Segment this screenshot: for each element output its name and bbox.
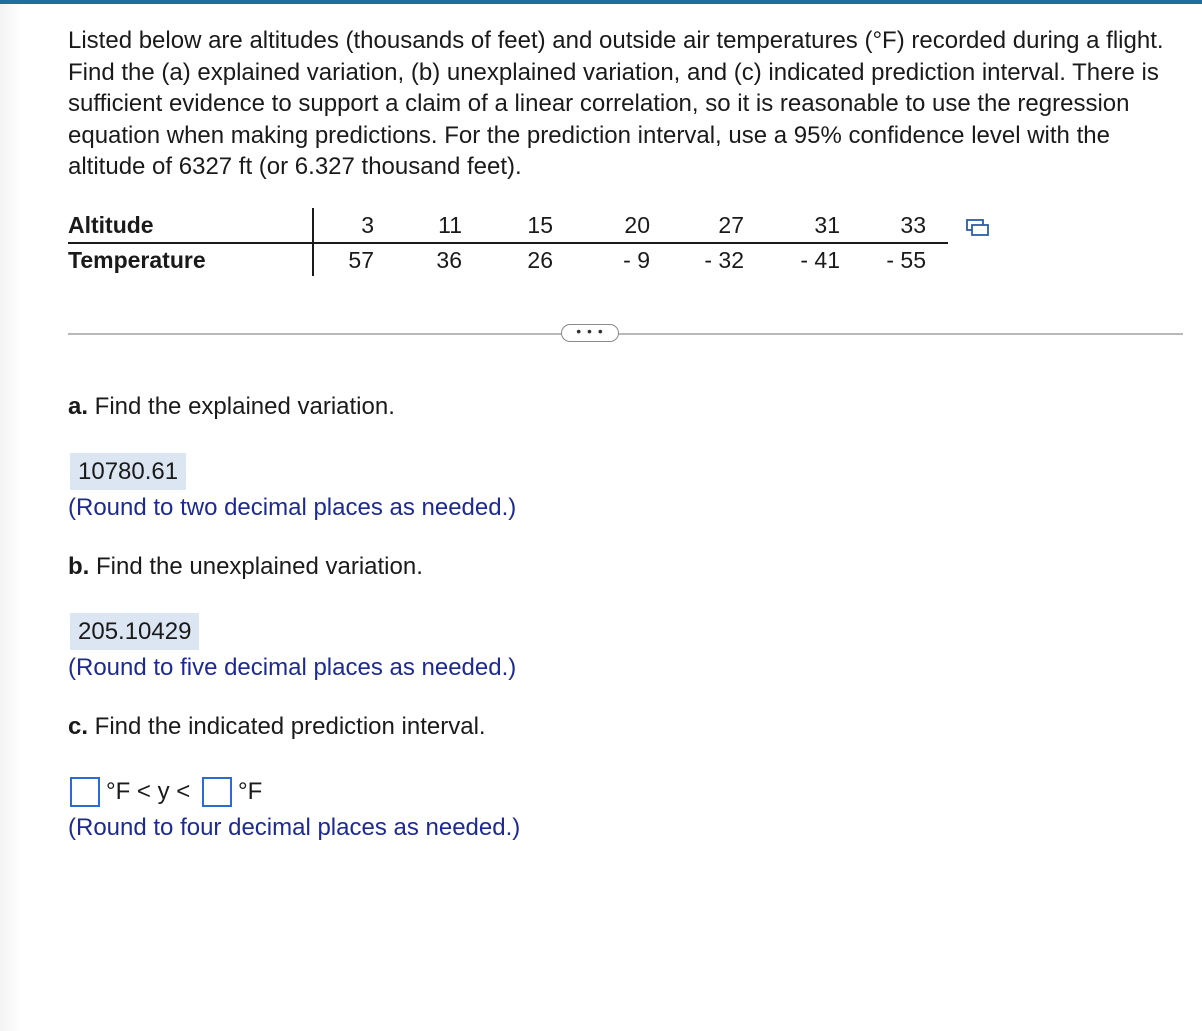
altitude-cell: 3 xyxy=(361,212,374,238)
copy-data-icon[interactable] xyxy=(966,218,990,238)
altitude-cell: 15 xyxy=(527,212,553,238)
altitude-cell: 20 xyxy=(624,212,650,238)
part-c-hint: (Round to four decimal places as needed.) xyxy=(68,814,521,841)
top-accent-bar xyxy=(0,0,1202,4)
temperature-cell: - 41 xyxy=(800,247,840,273)
interval-lower-input[interactable] xyxy=(70,777,100,807)
part-b-letter: b. xyxy=(68,553,90,580)
altitude-cell: 31 xyxy=(814,212,840,238)
part-b-text: Find the unexplained variation. xyxy=(89,553,423,580)
expand-more-button[interactable]: • • • xyxy=(561,324,619,342)
altitude-cell: 11 xyxy=(438,212,462,238)
row-label-temperature: Temperature xyxy=(68,247,206,273)
temperature-cell: - 32 xyxy=(704,247,744,273)
part-c-question xyxy=(68,713,486,741)
part-c-letter: c. xyxy=(68,713,89,740)
temperature-cell: 26 xyxy=(527,247,553,273)
section-divider xyxy=(68,333,1183,335)
part-a-answer[interactable]: 10780.61 xyxy=(70,453,186,490)
temperature-cell: 36 xyxy=(436,247,462,273)
part-b-question xyxy=(68,553,423,581)
part-a-letter: a. xyxy=(68,393,89,420)
interval-unit-text: °F xyxy=(238,778,263,805)
table-horizontal-rule xyxy=(68,242,948,244)
temperature-cell: 57 xyxy=(348,247,374,273)
part-a-question xyxy=(68,393,395,421)
interval-middle-text: °F < y < xyxy=(106,778,191,805)
row-label-altitude: Altitude xyxy=(68,212,154,238)
part-a-text: Find the explained variation. xyxy=(88,393,395,420)
part-b-answer[interactable]: 205.10429 xyxy=(70,613,199,650)
data-table xyxy=(68,208,948,278)
temperature-cell: - 55 xyxy=(886,247,926,273)
altitude-cell: 27 xyxy=(718,212,744,238)
altitude-cell: 33 xyxy=(900,212,926,238)
part-c-text: Find the indicated prediction interval. xyxy=(88,713,486,740)
part-b-hint: (Round to five decimal places as needed.) xyxy=(68,654,517,681)
part-a-hint: (Round to two decimal places as needed.) xyxy=(68,494,517,521)
left-edge-shade xyxy=(0,4,22,1031)
temperature-cell: - 9 xyxy=(623,247,650,273)
interval-upper-input[interactable] xyxy=(202,777,232,807)
question-text: Listed below are altitudes (thousands of feet) and outside air temperatures (°F) recorded during a flight. Find the (a) explained variation, (b) unexplained variation, and (c) indicated prediction interval. There is sufficient evidence to support a claim of a linear correlation, so it is reasonable to use the regression equation when making predictions. For the prediction interval, use a 95% confidence level with the altitude of 6327 ft (or 6.327 thousand feet). xyxy=(68,27,1164,180)
